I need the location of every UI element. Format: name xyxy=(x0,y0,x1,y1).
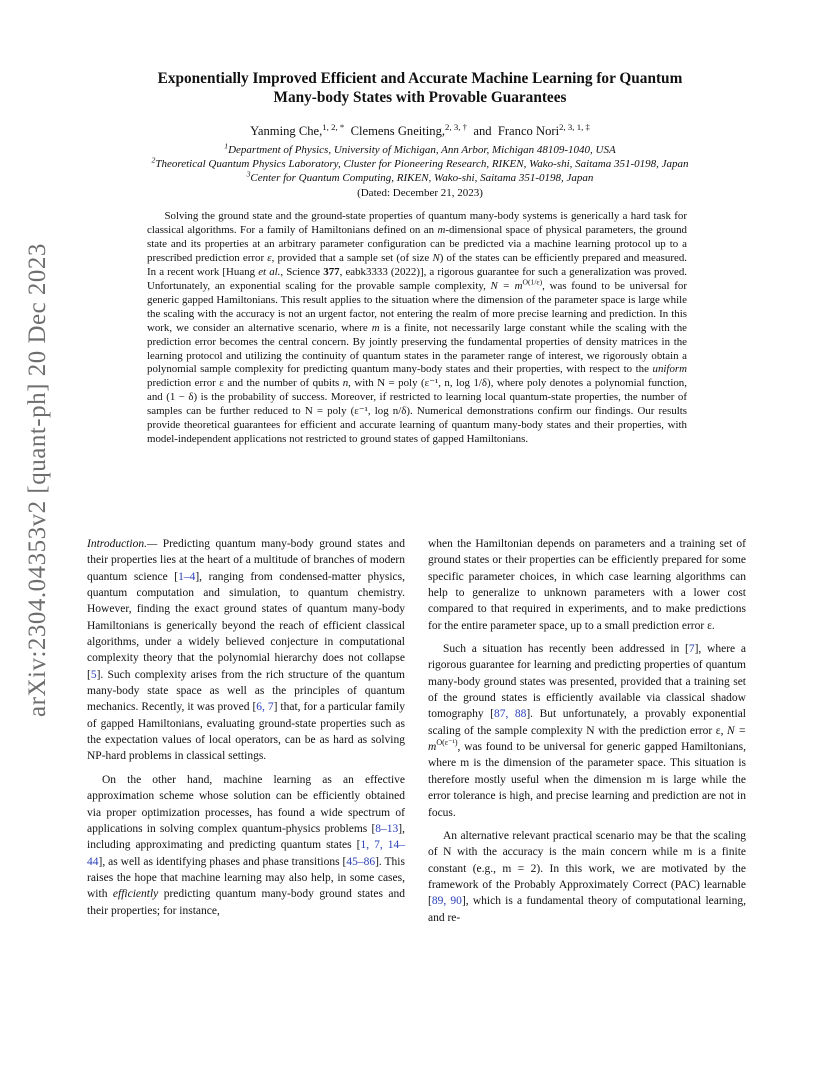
journal-volume: 377 xyxy=(323,265,340,278)
abstract-text: , Science xyxy=(280,265,324,278)
citation-link[interactable]: 1, 7, 14–44 xyxy=(87,839,406,868)
body-text: , was found to be universal for generic gapped Hamiltonians, where m is the dimension of the parameter space. This situation is therefore mostly useful when the dimension m is large while the error tolerance is high, and precise learning and prediction are not in focus. xyxy=(428,741,746,819)
body-text: Predicting quantum many-body ground states and their properties lies at the heart of a multitude of branches of modern quantum science [ xyxy=(87,538,405,583)
dated-line: (Dated: December 21, 2023) xyxy=(357,186,483,199)
math-exponent: O(ε⁻¹) xyxy=(436,738,458,748)
author-conjunction: and xyxy=(473,124,492,138)
citation-link[interactable]: 7 xyxy=(688,643,695,656)
author-1-affil-mark: 1, 2, * xyxy=(322,121,345,132)
author-list xyxy=(70,123,770,139)
math-formula: N = m xyxy=(428,724,746,754)
affiliation-1-text: Department of Physics, University of Michigan, Ann Arbor, Michigan 48109-1040, USA xyxy=(228,144,616,156)
author-1: Yanming Che, xyxy=(250,124,323,138)
affiliation-2-text: Theoretical Quantum Physics Laboratory, Cluster for Pioneering Research, RIKEN, Wako-shi, Saitama 351-0198, Japan xyxy=(155,158,689,171)
author-2-affil-mark: 2, 3, † xyxy=(445,121,468,132)
abstract-text: , was found to be universal for generic gapped Hamiltonians. This result applies to the situation where the dimension of the parameter space is large while the scaling with the accuracy is not an urgent factor, not entering the realm of more precise learning and prediction. In this work, we consider an alternative scenario, where xyxy=(147,279,687,334)
abstract-text: , with xyxy=(348,377,378,390)
body-text: ], including approximating and predicting quantum states [ xyxy=(87,822,405,852)
body-text: predicting quantum many-body ground states and their properties; for instance, xyxy=(87,888,405,917)
abstract-text: ) of the states can be efficiently prepared and measured. In a recent work [Huang xyxy=(147,251,687,278)
body-text: Such a situation has recently been addressed in [ xyxy=(442,643,689,656)
situation-paragraph xyxy=(428,641,746,821)
math-epsilon: ε xyxy=(267,251,272,264)
emphasis-efficiently: efficiently xyxy=(112,888,159,901)
author-2: Clemens Gneiting, xyxy=(350,124,446,138)
abstract-text: , provided that a sample set (of size xyxy=(271,251,433,264)
body-text: ], which is a fundamental theory of computational learning, and re- xyxy=(428,895,746,924)
body-column-left xyxy=(87,536,405,926)
citation-link[interactable]: 45–86 xyxy=(346,855,376,868)
citation-link[interactable]: 8–13 xyxy=(375,822,399,835)
abstract-text: , eabk3333 (2022)], a rigorous guarantee for such a generalization was proved. Unfortunately, an exponential scaling for the provable sample complexity, xyxy=(147,265,687,292)
body-text: ]. This raises the hope that machine learning may also help, in some cases, with xyxy=(87,855,405,901)
affiliation-3 xyxy=(70,171,770,185)
body-text: ]. But unfortunately, a provably exponential scaling of the sample complexity N with the prediction error ε, xyxy=(428,708,746,737)
affiliation-2-number: 2 xyxy=(151,155,156,165)
abstract-text: , where poly denotes a polynomial function, and (1 − δ) is the probability of success. Moreover, if restricted to learning local quantum-state properties, the number of samples can be further reduced to xyxy=(147,377,687,418)
abstract xyxy=(147,210,687,447)
body-text: ] that, for a particular family of gapped Hamiltonians, evaluating ground-state properties such as the expectation values of local operators, can be as hard as solving NP-hard problems in classical settings. xyxy=(87,701,405,763)
affiliation-3-number: 3 xyxy=(246,169,251,179)
body-text: On the other hand, machine learning as an effective approximation scheme whose solution can be efficiently obtained via proper optimization processes, has found a wide spectrum of applications in solving complex quantum-physics problems [ xyxy=(87,773,405,835)
author-3-affil-mark: 2, 3, 1, ‡ xyxy=(559,121,590,132)
arxiv-id-text: arXiv:2304.04353v2 [quant-ph] 20 Dec 2023 xyxy=(24,243,52,717)
abstract-paragraph xyxy=(147,210,687,447)
alternative-paragraph xyxy=(428,828,746,926)
title-line-2: Many-body States with Provable Guarantees xyxy=(273,89,567,106)
continuation-paragraph: when the Hamiltonian depends on parameters and a training set of ground states or their properties can be efficiently prepared for some specific parameter choices, in which case learning algorithms can help to generalize to unknown parameters with a lower cost compared to that required in experiments, and to make predictions for the entire parameter space, up to a small prediction error ε. xyxy=(428,538,746,632)
intro-paragraph xyxy=(87,536,405,765)
abstract-text: Solving the ground state and the ground-state properties of quantum many-body systems is generically a hard task for classical algorithms. For a family of Hamiltonians defined on an xyxy=(147,210,687,236)
author-3: Franco Nori xyxy=(497,124,560,138)
ml-paragraph xyxy=(87,772,405,919)
body-text: ]. Such complexity arises from the rich structure of the quantum many-body state space as well as the principles of quantum mechanics. Recently, it was proved [ xyxy=(87,668,405,714)
abstract-text: -dimensional space of physical parameters, the ground state and its properties at an arbitrary parameter configuration can be predicted via a machine learning protocol up to a prescribed prediction error xyxy=(147,223,688,264)
affiliation-3-text: Center for Quantum Computing, RIKEN, Wako-shi, Saitama 351-0198, Japan xyxy=(250,172,594,185)
affiliation-2 xyxy=(70,157,770,171)
math-m: m xyxy=(371,321,380,334)
citation-link[interactable]: 5 xyxy=(90,668,97,681)
math-formula: N = poly (ε⁻¹, log n/δ) xyxy=(304,405,411,418)
math-formula: N = m xyxy=(490,279,523,292)
body-text: ], where a rigorous guarantee for learning and predicting properties of quantum many-body ground states was presented, provided that a training set of the ground states is efficiently available via classical shadow tomography [ xyxy=(428,643,746,721)
body-text: An alternative relevant practical scenario may be that the scaling of N with the accuracy is the main concern while m is a finite constant (e.g., m = 2). In this work, we are motivated by the framework of the Probably Approximately Correct (PAC) learnable [ xyxy=(428,829,746,908)
title-line-1: Exponentially Improved Efficient and Accurate Machine Learning for Quantum xyxy=(157,70,683,87)
body-text: ], ranging from condensed-matter physics, quantum computation and simulation, to quantum chemistry. However, finding the exact ground states of quantum many-body Hamiltonians is generically beyond the reach of efficient classical algorithms, under a widely believed conjecture in computational complexity theory that the polynomial hierarchy does not collapse [ xyxy=(87,570,405,681)
citation-link[interactable]: 1–4 xyxy=(178,570,196,583)
abstract-text: prediction error ε and the number of qubits xyxy=(147,377,343,390)
arxiv-identifier-stamp xyxy=(8,243,68,717)
math-exponent: O(1/ε) xyxy=(522,277,543,287)
math-N: N xyxy=(432,251,440,264)
abstract-text: . Numerical demonstrations confirm our findings. Our results provide theoretical guarantees for efficient and accurate learning of quantum many-body states and their properties, with model-independent applications not restricted to ground states of gapped Hamiltonians. xyxy=(147,405,687,446)
emphasis-uniform: uniform xyxy=(652,363,687,376)
math-formula: N = poly (ε⁻¹, n, log 1/δ) xyxy=(377,377,491,390)
citation-link[interactable]: 89, 90 xyxy=(431,895,462,908)
citation-link[interactable]: 6, 7 xyxy=(256,701,274,714)
abstract-text: is a finite, not necessarily large constant while the scaling with the prediction error becomes the central concern. By jointly preserving the fundamental properties of density matrices in the learning protocol and utilizing the continuity of quantum states in the parameter range of interest, we rigorously obtain a polynomial sample complexity for predicting quantum many-body states and their properties, with respect to the xyxy=(147,321,687,376)
math-m: m xyxy=(437,223,446,236)
affiliation-block xyxy=(70,143,770,200)
affiliation-1 xyxy=(70,143,770,157)
section-heading: Introduction.— xyxy=(87,538,158,550)
citation-link[interactable]: 87, 88 xyxy=(493,708,527,721)
et-al: et al. xyxy=(258,265,281,278)
affiliation-1-number: 1 xyxy=(224,141,229,151)
body-text: ], as well as identifying phases and phase transitions [ xyxy=(98,855,347,868)
paper-title xyxy=(70,69,770,107)
math-n: n xyxy=(342,377,349,390)
body-column-right xyxy=(428,536,746,933)
